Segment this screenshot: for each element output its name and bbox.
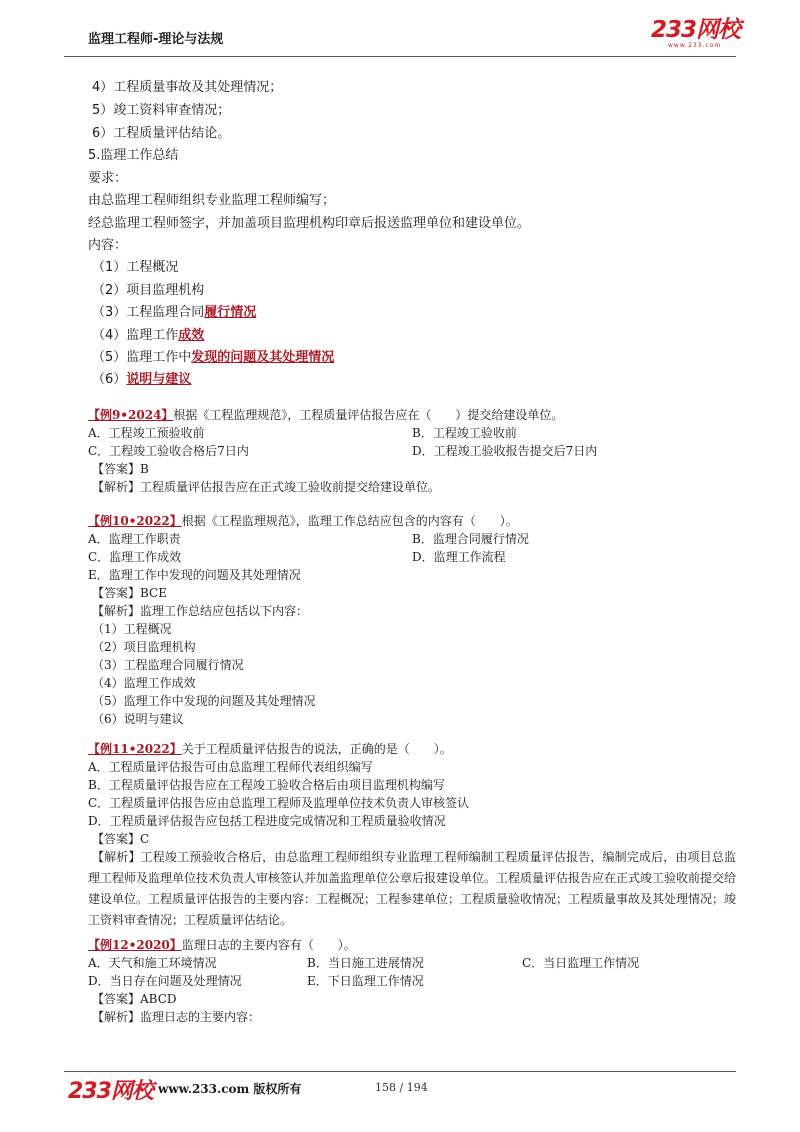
analysis-item: （4）监理工作成效: [92, 676, 196, 690]
text-line: 6）工程质量评估结论。: [92, 126, 231, 141]
text-line: 内容：: [88, 238, 128, 253]
analysis-label: 【解析】: [92, 1010, 141, 1024]
analysis-text: 工程质量评估报告应在正式竣工验收前提交给建设单位。: [140, 480, 441, 494]
text-line: 要求：: [88, 171, 128, 186]
example-tag: 【例10•2022】: [88, 514, 182, 528]
section-heading: 5.监理工作总结: [88, 148, 179, 163]
text-line: 经总监理工程师签字，并加盖项目监理机构印章后报送监理单位和建设单位。: [88, 216, 531, 231]
content-item: [92, 258, 178, 278]
text-line: 由总监理工程师组织专业监理工程师编写；: [88, 193, 336, 208]
content-item-highlight: 成效: [178, 328, 205, 343]
answer-label: 【答案】: [92, 992, 141, 1006]
content-item-text: （1）工程概况: [92, 260, 179, 275]
option-b: B．工程竣工验收前: [412, 426, 517, 440]
analysis-text: 监理工作总结应包括以下内容：: [140, 604, 309, 618]
analysis-item: （2）项目监理机构: [92, 640, 196, 654]
option-d: D．监理工作流程: [412, 550, 506, 564]
option-d: D．工程竣工验收报告提交后7日内: [412, 444, 598, 458]
answer-line: [92, 584, 167, 602]
answer-label: 【答案】: [92, 462, 141, 476]
text-line: 5）竣工资料审查情况；: [92, 103, 231, 118]
content-item: [92, 281, 204, 301]
content-item-text: （3）工程监理合同: [92, 305, 205, 320]
example-tag: 【例9•2024】: [88, 408, 174, 422]
content-item-highlight: 履行情况: [204, 305, 257, 320]
question-stem: [88, 406, 563, 424]
answer-value: C: [140, 832, 150, 846]
content-item-text: （5）监理工作中: [92, 350, 192, 365]
analysis-label: 【解析】: [92, 604, 141, 618]
analysis-label: 【解析】: [92, 480, 141, 494]
answer-label: 【答案】: [92, 586, 141, 600]
header-divider: [64, 56, 736, 57]
question-stem: [88, 512, 518, 530]
analysis-text: 工程竣工预验收合格后，由总监理工程师组织专业监理工程师编制工程质量评估报告，编制完成后，由项目总监理工程师及监理单位技术负责人审核签认并加盖监理单位公章后报建设单位。工程质量评估报告应在正式竣工验收前提交给建设单位。工程质量评估报告的主要内容：工程概况；工程参建单位；工程质量验收情况；工程质量事故及其处理情况；竣工资料审查情况；工程质量评估结论。: [88, 850, 737, 927]
content-item: [92, 370, 191, 390]
option-e: E．监理工作中发现的问题及其处理情况: [88, 568, 301, 582]
brand-logo: 233网校: [651, 17, 741, 43]
question-text: 根据《工程监理规范》，监理工作总结应包含的内容有（ ）。: [181, 514, 518, 528]
content-item: [92, 303, 256, 323]
content-item-text: （2）项目监理机构: [92, 283, 205, 298]
option-c: C．工程竣工验收合格后7日内: [88, 444, 249, 458]
content-item-text: （6）: [92, 372, 127, 387]
option-a: A．监理工作职责: [88, 532, 181, 546]
option-b: B．监理合同履行情况: [412, 532, 529, 546]
document-title: 监理工程师-理论与法规: [88, 32, 224, 47]
analysis-line: [92, 1008, 260, 1026]
option-e: E．下日监理工作情况: [307, 974, 424, 988]
analysis-text: 监理日志的主要内容：: [140, 1010, 261, 1024]
footer-logo: 233网校: [68, 1079, 153, 1104]
answer-label: 【答案】: [92, 832, 141, 846]
option-b: B．当日施工进展情况: [307, 956, 424, 970]
question-stem: [88, 740, 452, 758]
option-a: A．工程竣工预验收前: [88, 426, 205, 440]
answer-line: [92, 990, 177, 1008]
option-c: C．工程质量评估报告应由总监理工程师及监理单位技术负责人审核签认: [88, 796, 470, 810]
answer-line: [92, 830, 149, 848]
question-text: 关于工程质量评估报告的说法，正确的是（ ）。: [181, 742, 452, 756]
analysis-item: （6）说明与建议: [92, 712, 184, 726]
footer-divider: [64, 1071, 736, 1072]
answer-line: [92, 460, 149, 478]
answer-value: BCE: [140, 586, 167, 600]
example-tag: 【例11•2022】: [88, 742, 182, 756]
example-tag: 【例12•2020】: [88, 938, 182, 952]
footer-copyright: www.233.com 版权所有: [158, 1082, 302, 1096]
content-item-text: （4）监理工作: [92, 328, 179, 343]
option-a: A．天气和施工环境情况: [88, 956, 217, 970]
option-d: D．当日存在问题及处理情况: [88, 974, 242, 988]
option-c: C．监理工作成效: [88, 550, 182, 564]
analysis-paragraph: [88, 847, 736, 931]
analysis-line: [92, 602, 308, 620]
answer-value: B: [140, 462, 149, 476]
question-text: 监理日志的主要内容有（ ）。: [181, 938, 356, 952]
analysis-line: [92, 478, 440, 496]
option-a: A．工程质量评估报告可由总监理工程师代表组织编写: [88, 760, 373, 774]
option-d: D．工程质量评估报告应包括工程进度完成情况和工程质量验收情况: [88, 814, 446, 828]
analysis-item: （1）工程概况: [92, 622, 172, 636]
question-text: 根据《工程监理规范》，工程质量评估报告应在（ ）提交给建设单位。: [173, 408, 564, 422]
page-number: 158 / 194: [375, 1081, 428, 1094]
option-c: C．当日监理工作情况: [522, 956, 640, 970]
analysis-label: 【解析】: [92, 850, 141, 864]
content-item-highlight: 说明与建议: [126, 372, 192, 387]
analysis-item: （5）监理工作中发现的问题及其处理情况: [92, 694, 316, 708]
brand-logo-url: www.233.com: [668, 42, 722, 49]
answer-value: ABCD: [140, 992, 177, 1006]
text-line: 4）工程质量事故及其处理情况；: [92, 80, 283, 95]
question-stem: [88, 936, 356, 954]
analysis-item: （3）工程监理合同履行情况: [92, 658, 244, 672]
content-item: [92, 348, 334, 368]
content-item: [92, 326, 204, 346]
option-b: B．工程质量评估报告应在工程竣工验收合格后由项目监理机构编写: [88, 778, 445, 792]
content-item-highlight: 发现的问题及其处理情况: [191, 350, 335, 365]
